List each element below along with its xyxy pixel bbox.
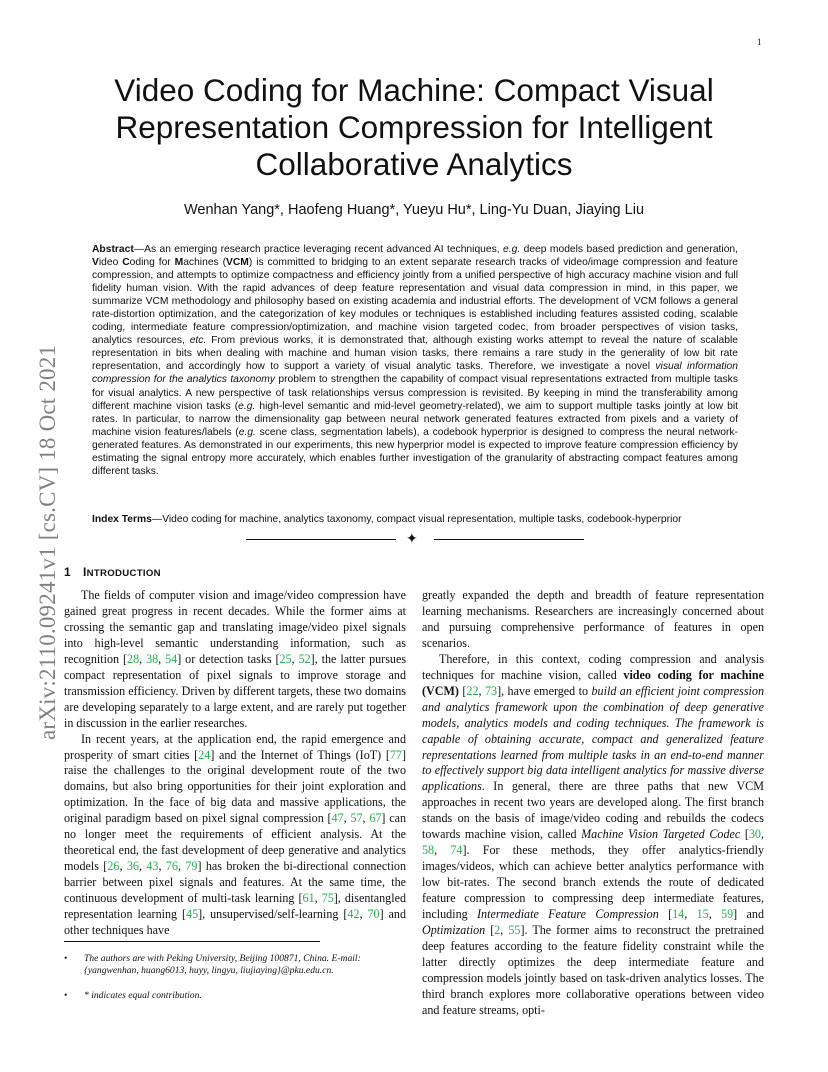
citation-link[interactable]: 43 — [146, 859, 159, 874]
right-column — [422, 588, 764, 1019]
text: , — [434, 843, 451, 858]
title-line: Representation Compression for Intelligent — [115, 109, 713, 145]
title-line: Video Coding for Machine: Compact Visual — [114, 72, 714, 108]
footnote — [64, 953, 406, 977]
abstract-label: Abstract — [92, 244, 134, 255]
text: . In general, there are three paths that new VCM approaches in recent two years are developed along. The first branch stands on the basis of image/video coding and rebuilds the codecs towards machine vision, called — [422, 779, 764, 842]
citation-link[interactable]: 36 — [126, 859, 139, 874]
footnote-rule — [64, 941, 320, 942]
citation-link[interactable]: 2 — [494, 923, 501, 938]
text: , — [158, 651, 166, 666]
text: ], unsupervised/self-learning [ — [198, 907, 348, 922]
text: , — [362, 811, 370, 826]
abstract-text: high-level semantic and mid-level geometry-related), we aim to support multiple tasks jointly at low bit rates. In particular, to narrow the dimensionality gap between neural network generated features extracted from pixels and a variety of machine vision features/labels ( — [92, 400, 738, 438]
abstract-text: As an emerging research practice leveraging recent advanced AI techniques, — [144, 244, 504, 255]
bullet-icon: • — [64, 990, 68, 1001]
citation-link[interactable]: 58 — [422, 843, 435, 858]
abstract-text: problem to strengthen the capability of compact visual representations extracted from multiple tasks for visual analytics. A new perspective of task relationships versus compression is revisited. By keeping in mind the transferability among different machine vision tasks ( — [92, 374, 738, 412]
citation-link[interactable]: 24 — [198, 747, 211, 762]
abstract-text: deep models based prediction and generation, — [520, 244, 739, 255]
citation-link[interactable]: 25 — [279, 651, 292, 666]
citation-link[interactable]: 42 — [347, 907, 360, 922]
abstract-text: ) is committed to bridging to an extent separate research tracks of video/image compression and feature compression, and attempts to optimize compactness and efficiency jointly from a unified perspective of high accuracy machine vision and full fidelity human vision. With the rapid advances of deep feature representation and visual data compression in mind, in this paper, we summarize VCM methodology and philosophy based on existing academia and industrial efforts. The development of VCM follows a general rate-distortion optimization, and the categorization of key modules or techniques is established including features assisted coding, scalable coding, intermediate feature compression/optimization, and machine vision targeted codec, from broader perspectives of vision tasks, analytics resources, — [92, 257, 738, 347]
citation-link[interactable]: 59 — [721, 907, 734, 922]
text: ] and the Internet of Things (IoT) [ — [210, 747, 390, 762]
bullet-icon: • — [64, 953, 68, 964]
bold-text: video coding for machine (VCM) — [422, 667, 764, 698]
abstract-text: oding for — [129, 257, 175, 269]
index-terms-text: Video coding for machine, analytics taxonomy, compact visual representation, multiple tasks, codebook-hyperprior — [162, 514, 682, 525]
index-terms-label: Index Terms — [92, 514, 152, 525]
abstract-text: scene class, segmentation labels), a codebook hyperprior is designed to compress the neural network-generated features. As demonstrated in our experiments, this new hyperprior model is expected to improve feature compression efficiency by estimating the signal entropy more accurately, which enables further investigation of the granularity of abstracting compact features among different tasks. — [92, 426, 738, 477]
italic-text: build an efficient joint compression and analytics framework upon the combination of deep generative models, analytics models and coding techniques. The framework is capable of obtaining accurate, compact and generalized feature representations learned from multiple tasks in an end-to-end manner to effectively support big data intelligent analytics for massive diverse applications — [422, 683, 764, 794]
text: The fields of computer vision and image/video compression have gained great progress in recent decades. While the former aims at crossing the semantic gap and translating image/video pixel signals into high-level semantic understanding information, such as recognition [ — [64, 588, 406, 666]
citation-link[interactable]: 22 — [466, 683, 479, 698]
text: , — [139, 651, 147, 666]
citation-link[interactable]: 73 — [484, 683, 498, 698]
citation-link[interactable]: 45 — [186, 907, 199, 922]
text: , — [119, 859, 127, 874]
text: ] and — [733, 907, 764, 922]
abstract-text: ideo — [98, 257, 123, 269]
text: , — [343, 811, 351, 826]
italic-text: Machine Vision Targeted Codec — [581, 827, 741, 842]
section-heading-introduction — [64, 565, 161, 579]
citation-link[interactable]: 47 — [331, 811, 344, 826]
section-title-initial: I — [82, 565, 87, 579]
text: , — [500, 923, 509, 938]
text: , — [684, 907, 697, 922]
text: [ — [658, 907, 673, 922]
citation-link[interactable]: 52 — [298, 651, 311, 666]
citation-link[interactable]: 30 — [748, 827, 761, 842]
abstract-bold: V — [92, 257, 99, 269]
section-divider — [246, 531, 584, 547]
abstract-text: From previous works, it is demonstrated that, although existing works attempt to reveal the nature of scalable representation in bits when dealing with machine and human vision tasks, there remains a rare study in the generality of low bit rate representation, and accordingly how to support a variety of visual analytic tasks. Therefore, we investigate a novel — [92, 335, 738, 373]
citation-link[interactable]: 54 — [165, 651, 178, 666]
citation-link[interactable]: 57 — [350, 811, 363, 826]
text: , — [291, 651, 299, 666]
text: , — [760, 827, 764, 842]
abstract-bold: C — [122, 257, 130, 269]
citation-link[interactable]: 26 — [107, 859, 120, 874]
citation-link[interactable]: 38 — [146, 651, 159, 666]
text: ], have emerged to — [497, 683, 592, 698]
text: [ — [458, 683, 467, 698]
abstract-dash: — — [133, 244, 145, 255]
text: , — [708, 907, 722, 922]
text: ], the latter pursues compact representation of pixel signals to improve storage and transmission efficiency. Driven by different targets, these two domains are developing separately to a large extent, and are rarely put together in discussion in the earlier researches. — [64, 651, 407, 730]
abstract-italic: e.g. — [238, 426, 256, 438]
abstract-italic: e.g. — [238, 400, 256, 412]
text: ] raise the challenges to the original development route of the two domains, but also bring opportunities for their joint exploration and optimization. In the face of big data and massive applications, the original paradigm based on pixel signal compression [ — [64, 747, 406, 826]
paragraph: greatly expanded the depth and breadth of feature representation learning mechanisms. Researchers are increasingly concerned about and pursuing comprehensive performance of features in open scenarios. — [422, 588, 764, 650]
paragraph — [422, 652, 764, 1019]
index-terms — [92, 513, 738, 526]
text: ]. For these methods, they offer analytics-friendly images/videos, which can achieve better analytics performance with low bit-rates. The second branch extends the route of dedicated feature compression to compressing deep intermediate features, including — [422, 843, 764, 922]
citation-link[interactable]: 61 — [302, 891, 315, 906]
citation-link[interactable]: 67 — [369, 811, 382, 826]
citation-link[interactable]: 74 — [450, 843, 463, 858]
abstract-italic: visual information compression for the analytics taxonomy — [92, 361, 738, 386]
text: , — [359, 907, 368, 922]
arxiv-stamp: arXiv:2110.09241v1 [cs.CV] 18 Oct 2021 — [35, 344, 60, 740]
index-terms-dash: — — [151, 514, 163, 525]
divider-line — [246, 539, 396, 540]
text: , — [177, 859, 186, 874]
text: , — [478, 683, 485, 698]
citation-link[interactable]: 28 — [127, 651, 140, 666]
text: ] has broken the bi-directional connection barrier between pixel signals and features. At the same time, the continuous development of multi-task learning [ — [64, 859, 407, 906]
section-number: 1 — [64, 565, 71, 579]
abstract-text: achines ( — [183, 257, 226, 269]
text: ] or detection tasks [ — [177, 651, 280, 666]
citation-link[interactable]: 77 — [389, 747, 402, 762]
text: [ — [485, 923, 495, 938]
footnote — [64, 990, 406, 1002]
citation-link[interactable]: 79 — [185, 859, 198, 874]
page-number: 1 — [757, 37, 762, 47]
citation-link[interactable]: 76 — [165, 859, 178, 874]
text: Therefore, in this context, coding compression and analysis techniques for machine vision, called — [422, 651, 764, 682]
citation-link[interactable]: 14 — [672, 907, 685, 922]
text: , — [158, 859, 166, 874]
abstract-italic: etc. — [189, 335, 207, 347]
italic-text: Intermediate Feature Compression — [477, 907, 659, 922]
divider-line — [434, 539, 584, 540]
abstract-italic: e.g. — [503, 244, 521, 255]
citation-link[interactable]: 15 — [696, 907, 709, 922]
footnote-text: The authors are with Peking University, Beijing 100871, China. E-mail: {yangwenhan, huang6013, huyy, lingyu, liujiaying}@pku.edu.cn. — [84, 953, 361, 976]
left-column — [64, 588, 406, 939]
text: In recent years, at the application end, the rapid emergence and prosperity of smart cities [ — [64, 731, 406, 762]
text: ], disentangled representation learning [ — [64, 891, 406, 922]
abstract-bold: VCM — [226, 257, 249, 269]
footnotes — [64, 953, 406, 1015]
section-title-rest: NTRODUCTION — [86, 568, 161, 579]
citation-link[interactable]: 70 — [367, 907, 380, 922]
text: ] and other techniques have — [64, 907, 406, 938]
divider-star-icon: ✦ — [406, 531, 418, 547]
text: ]. The former aims to reconstruct the pretrained deep features according to the feature fidelity constraint while the latter directly optimizes the deep intermediate feature and compression models jointly based on task-driven analytics losses. The third branch explores more collaborative operations between video and feature streams, opti- — [422, 923, 765, 1017]
author-list: Wenhan Yang*, Haofeng Huang*, Yueyu Hu*, Ling-Yu Duan, Jiaying Liu — [183, 202, 645, 218]
text: , — [138, 859, 147, 874]
italic-text: Optimization — [422, 923, 486, 938]
text: ] can no longer meet the requirements of efficient analysis. At the theoretical end, the fast development of deep generative and analytics models [ — [64, 811, 407, 874]
text: [ — [740, 827, 749, 842]
paper-title — [60, 72, 768, 183]
abstract-bold: M — [174, 257, 184, 269]
footnote-text: * indicates equal contribution. — [84, 990, 202, 1001]
text: , — [314, 891, 322, 906]
title-line: Collaborative Analytics — [255, 146, 573, 182]
abstract — [92, 243, 738, 478]
paragraph — [64, 588, 406, 732]
citation-link[interactable]: 55 — [508, 923, 521, 938]
paragraph — [64, 732, 406, 939]
citation-link[interactable]: 75 — [321, 891, 334, 906]
